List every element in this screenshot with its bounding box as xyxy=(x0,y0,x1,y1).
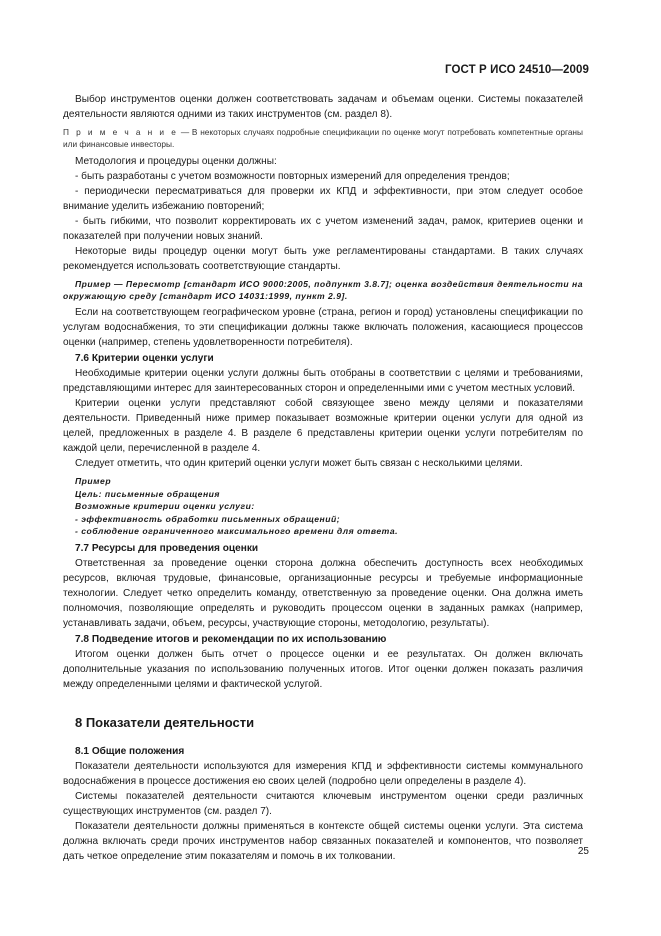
paragraph: Системы показателей деятельности считаются ключевым инструментом оценки среди различных существующих инструментов (см. раздел 7). xyxy=(63,790,583,817)
section-heading-8: 8 Показатели деятельности xyxy=(75,714,255,730)
paragraph: Ответственная за проведение оценки сторона должна обеспечить доступность всех необходимых ресурсов, включая трудовые, финансовые, организационные ресурсы и требуемые информационные технологии. Следует четко определить команду, ответственную за проведение оценки. Она должна иметь полномочия, позволяющие определять и руководить процессом оценки в заданных рамках (например, устанавливать задачи, объем, ресурсы, участвующие стороны, методологию, результаты). xyxy=(63,557,583,629)
section-heading-8-1: 8.1 Общие положения xyxy=(75,745,185,757)
example-line: Цель: письменные обращения xyxy=(75,488,220,499)
paragraph: Следует отметить, что один критерий оценки услуги может быть связан с несколькими целями. xyxy=(75,458,523,469)
paragraph: Необходимые критерии оценки услуги должны быть отобраны в соответствии с целями и требованиями, представляющими интерес для заинтересованных сторон и определенными ими с учетом местных условий. xyxy=(63,368,583,394)
paragraph: Выбор инструментов оценки должен соответствовать задачам и объемам оценки. Системы показателей деятельности являются одними из таких инструментов (см. раздел 8). xyxy=(63,94,583,120)
paragraph: Если на соответствующем географическом уровне (страна, регион и город) установлены спецификации по услугам водоснабжения, то эти спецификации должны также включать положения, касающиеся процессов оценки (например, степень удовлетворенности потребителя). xyxy=(63,307,583,348)
paragraph: Методология и процедуры оценки должны: xyxy=(75,156,277,167)
standard-header: ГОСТ Р ИСО 24510—2009 xyxy=(444,64,589,76)
example-line: - соблюдение ограниченного максимального времени для ответа. xyxy=(75,526,398,536)
page-content xyxy=(63,92,583,864)
page-number: 25 xyxy=(577,846,589,857)
paragraph: Показатели деятельности используются для измерения КПД и эффективности системы коммунального водоснабжения в процессе достижения ею своих целей (подробно цели определены в разделе 4). xyxy=(63,760,583,787)
list-item: - периодически пересматриваться для проверки их КПД и эффективности, при этом следует особое внимание уделить избежанию повторений; xyxy=(63,186,583,212)
list-item: - быть гибкими, что позволит корректировать их с учетом изменений задач, рамок, критериев оценки и показателей при получении новых знаний. xyxy=(63,216,583,242)
note xyxy=(63,126,583,150)
paragraph: Некоторые виды процедур оценки могут быть уже регламентированы стандартами. В таких случаях рекомендуется использовать соответствующие стандарты. xyxy=(63,246,583,272)
section-heading-7-6: 7.6 Критерии оценки услуги xyxy=(75,353,214,364)
example-line: Пример xyxy=(75,476,112,486)
paragraph: Критерии оценки услуги представляют собой связующее звено между целями и показателями деятельности. Приведенный ниже пример показывает возможные критерии оценки услуги для одной из целей, предложенных в разделе 4. В разделе 6 представлены критерии оценки услуги потребителям по каждой цели, перечисленной в разделе 4. xyxy=(63,398,583,454)
paragraph: Итогом оценки должен быть отчет о процессе оценки и ее результатах. Он должен включать дополнительные указания по использованию полученных итогов. Итог оценки должен показать различия между определенными целями и фактической услугой. xyxy=(63,648,583,690)
note-label: П р и м е ч а н и е xyxy=(63,127,179,137)
section-heading-7-7: 7.7 Ресурсы для проведения оценки xyxy=(75,542,259,554)
example-line: Возможные критерии оценки услуги: xyxy=(75,501,255,511)
paragraph: Показатели деятельности должны применяться в контексте общей системы оценки услуги. Эта система должна включать среди прочих инструментов набор связанных показателей и компонентов, что позволяет дать четкое определение этим показателям и помочь в их толковании. xyxy=(63,820,583,862)
example-line: - эффективность обработки письменных обращений; xyxy=(75,513,341,524)
example: Пример — Пересмотр [стандарт ИСО 9000:2005, подпункт 3.8.7]; оценка воздействия деятельности на окружающую среду [стандарт ИСО 14031:1999, пункт 2.9]. xyxy=(63,279,583,301)
section-heading-7-8: 7.8 Подведение итогов и рекомендации по их использованию xyxy=(75,633,387,645)
example-block xyxy=(63,475,583,538)
note-text: — В некоторых случаях подробные спецификации по оценке могут потребовать компетентные органы или финансовые инвесторы. xyxy=(63,127,583,149)
list-item: - быть разработаны с учетом возможности повторных измерений для определения трендов; xyxy=(75,171,510,182)
